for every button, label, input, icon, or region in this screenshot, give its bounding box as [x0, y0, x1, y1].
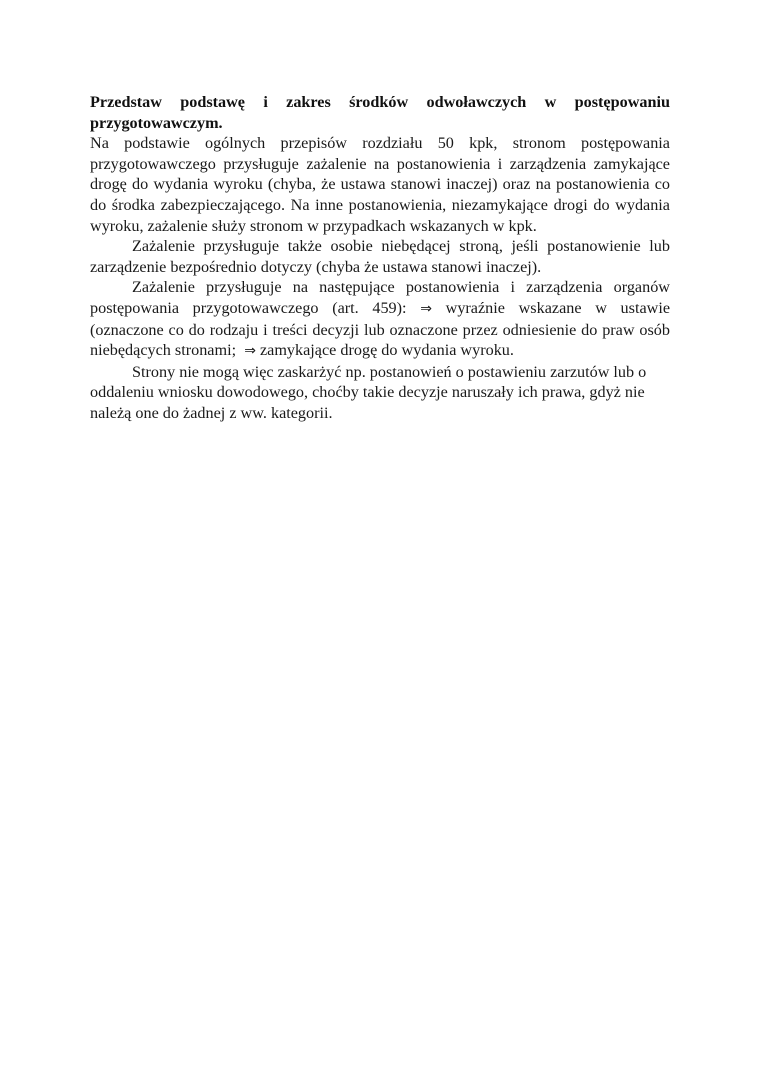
question-heading: Przedstaw podstawę i zakres środków odwoławczych w postępowaniu przygotowawczym.: [90, 93, 670, 132]
paragraph-art-459: [90, 277, 670, 361]
implies-arrow-icon-2: ⇒: [244, 343, 256, 360]
implies-arrow-icon: ⇒: [420, 300, 432, 317]
paragraph-legal-basis: Na podstawie ogólnych przepisów rozdziału 50 kpk, stronom postępowania przygotowawczego przysługuje zażalenie na postanowienia i zarządzenia zamykające drogę do wydania wyroku (chyba, że ustawa stanowi inaczej) oraz na postanowienia co do środka zabezpieczającego. Na inne postanowienia, niezamykające drogi do wydania wyroku, zażalenie służy stronom w przypadkach wskazanych w kpk.: [90, 134, 670, 235]
paragraph-non-party: Zażalenie przysługuje także osobie niebędącej stroną, jeśli postanowienie lub zarządzenie bezpośrednio dotyczy (chyba że ustawa stanowi inaczej).: [90, 237, 670, 276]
paragraph-conclusion: Strony nie mogą więc zaskarżyć np. postanowień o postawieniu zarzutów lub o oddaleniu wniosku dowodowego, choćby takie decyzje naruszały ich prawa, gdyż nie należą one do żadnej z ww. kategorii.: [90, 362, 647, 422]
art-459-item-2: zamykające drogę do wydania wyroku.: [259, 341, 514, 360]
document-body: [90, 92, 670, 424]
art-459-item-1: wyraźnie wskazane w ustawie (oznaczone co do rodzaju i treści decyzji lub oznaczone przez odniesienie do praw osób niebędących stronami;: [90, 298, 671, 360]
art-459-intro: Zażalenie przysługuje na następujące postanowienia i zarządzenia organów postępowania przygotowawczego (art. 459):: [90, 278, 670, 317]
